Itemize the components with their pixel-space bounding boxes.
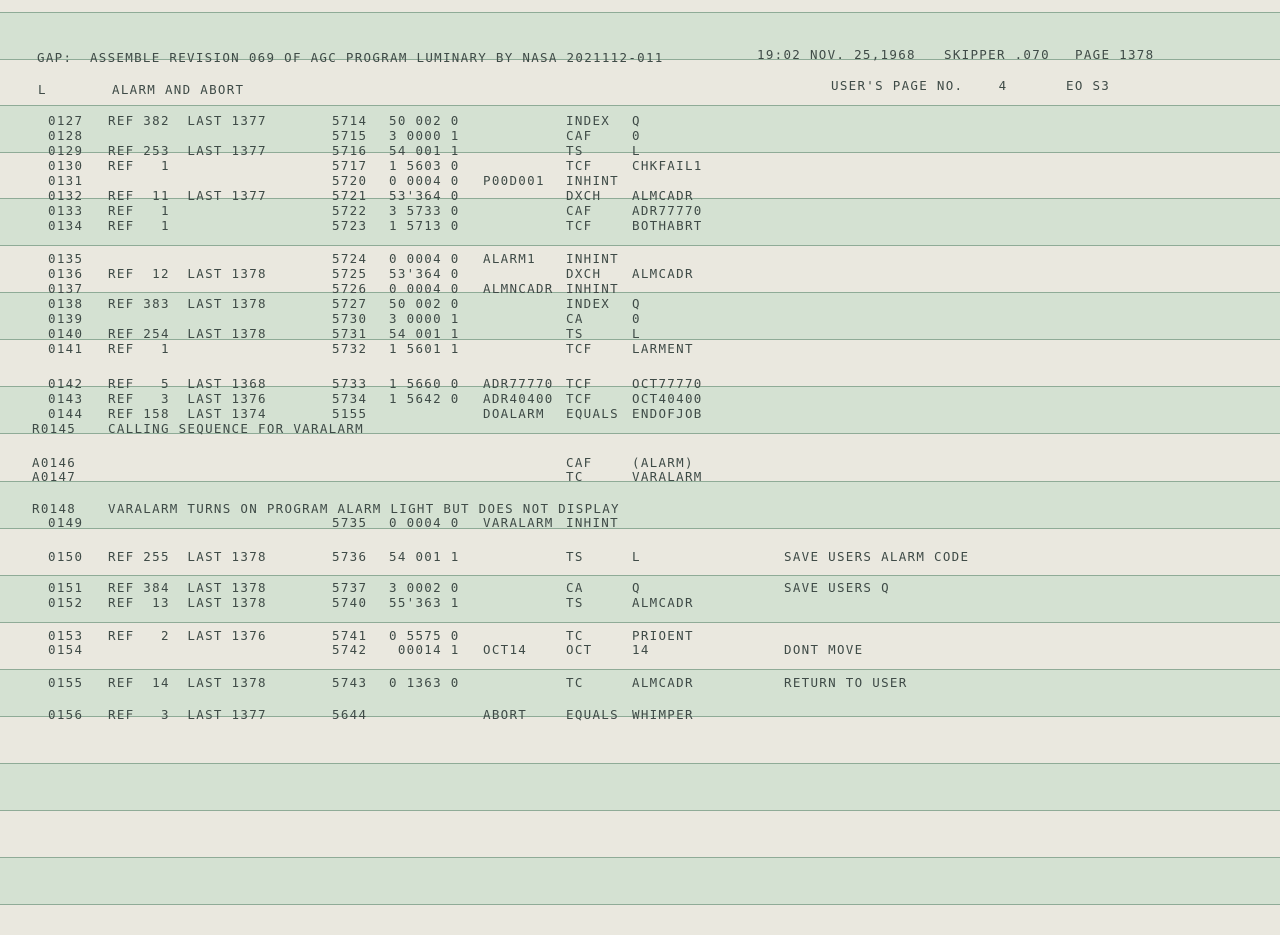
code-word: 3 0002 0 <box>389 580 460 595</box>
address: 5722 <box>332 203 368 218</box>
stripe-rule <box>0 857 1280 858</box>
listing-timestamp: 19:02 NOV. 25,1968 <box>757 47 916 62</box>
code-word: 3 0000 1 <box>389 311 460 326</box>
address: 5714 <box>332 113 368 128</box>
operand: OCT77770 <box>632 376 703 391</box>
source-label: ADR40400 <box>483 391 554 406</box>
code-word: 0 5575 0 <box>389 628 460 643</box>
opcode: CAF <box>566 203 593 218</box>
line-number: A0147 <box>32 469 77 484</box>
opcode: OCT <box>566 642 593 657</box>
operand: CHKFAIL1 <box>632 158 703 173</box>
opcode: TS <box>566 595 584 610</box>
line-number: 0151 <box>48 580 84 595</box>
line-number: 0140 <box>48 326 84 341</box>
code-word: 0 0004 0 <box>389 281 460 296</box>
line-number: 0154 <box>48 642 84 657</box>
stripe-rule <box>0 105 1280 106</box>
xref: REF 383 LAST 1378 <box>108 296 267 311</box>
code-word: 54 001 1 <box>389 143 460 158</box>
operand: ALMCADR <box>632 188 694 203</box>
code-word: 0 0004 0 <box>389 173 460 188</box>
operand: WHIMPER <box>632 707 694 722</box>
xref: REF 3 LAST 1377 <box>108 707 267 722</box>
line-number: 0155 <box>48 675 84 690</box>
line-number: 0134 <box>48 218 84 233</box>
users-page-number: USER'S PAGE NO. 4 <box>831 78 1008 93</box>
line-number: 0153 <box>48 628 84 643</box>
source-label: OCT14 <box>483 642 528 657</box>
opcode: DXCH <box>566 188 602 203</box>
operand: L <box>632 326 641 341</box>
address: 5716 <box>332 143 368 158</box>
code-word: 0 0004 0 <box>389 251 460 266</box>
xref: REF 12 LAST 1378 <box>108 266 267 281</box>
comment: RETURN TO USER <box>784 675 908 690</box>
stripe-rule <box>0 904 1280 905</box>
line-number: 0138 <box>48 296 84 311</box>
address: 5723 <box>332 218 368 233</box>
xref: REF 11 LAST 1377 <box>108 188 267 203</box>
xref: REF 384 LAST 1378 <box>108 580 267 595</box>
address: 5730 <box>332 311 368 326</box>
xref: REF 1 <box>108 203 170 218</box>
xref: VARALARM TURNS ON PROGRAM ALARM LIGHT BUT DOES NOT DISPLAY <box>108 501 620 516</box>
opcode: INHINT <box>566 515 619 530</box>
opcode: TC <box>566 628 584 643</box>
xref: REF 1 <box>108 218 170 233</box>
operand: L <box>632 143 641 158</box>
opcode: TCF <box>566 391 593 406</box>
code-word: 0 1363 0 <box>389 675 460 690</box>
operand: ALMCADR <box>632 595 694 610</box>
line-number: 0142 <box>48 376 84 391</box>
address: 5733 <box>332 376 368 391</box>
opcode: TC <box>566 675 584 690</box>
code-word: 55'363 1 <box>389 595 460 610</box>
address: 5741 <box>332 628 368 643</box>
operand: PRIOENT <box>632 628 694 643</box>
code-word: 3 0000 1 <box>389 128 460 143</box>
line-number: 0156 <box>48 707 84 722</box>
source-label: DOALARM <box>483 406 545 421</box>
line-number: 0127 <box>48 113 84 128</box>
line-number: 0136 <box>48 266 84 281</box>
stripe-rule <box>0 575 1280 576</box>
operand: VARALARM <box>632 469 703 484</box>
address: 5737 <box>332 580 368 595</box>
address: 5734 <box>332 391 368 406</box>
line-number: 0150 <box>48 549 84 564</box>
operand: Q <box>632 580 641 595</box>
opcode: INDEX <box>566 113 611 128</box>
xref: CALLING SEQUENCE FOR VARALARM <box>108 421 364 436</box>
code-word: 0 0004 0 <box>389 515 460 530</box>
stripe-rule <box>0 245 1280 246</box>
address: 5742 <box>332 642 368 657</box>
opcode: EQUALS <box>566 707 619 722</box>
xref: REF 2 LAST 1376 <box>108 628 267 643</box>
operand: 0 <box>632 311 641 326</box>
line-number: 0152 <box>48 595 84 610</box>
log-section-marker: L <box>38 82 47 97</box>
line-number: 0135 <box>48 251 84 266</box>
address: 5726 <box>332 281 368 296</box>
code-word: 50 002 0 <box>389 113 460 128</box>
xref: REF 253 LAST 1377 <box>108 143 267 158</box>
address: 5155 <box>332 406 368 421</box>
eo-label: EO S3 <box>1066 78 1111 93</box>
address: 5720 <box>332 173 368 188</box>
source-label: ABORT <box>483 707 528 722</box>
line-number: 0128 <box>48 128 84 143</box>
address: 5731 <box>332 326 368 341</box>
line-number: 0131 <box>48 173 84 188</box>
address: 5736 <box>332 549 368 564</box>
operand: ENDOFJOB <box>632 406 703 421</box>
line-number: 0143 <box>48 391 84 406</box>
line-number: 0149 <box>48 515 84 530</box>
operand: ADR77770 <box>632 203 703 218</box>
operand: Q <box>632 113 641 128</box>
paper-stripe <box>0 904 1280 935</box>
line-number: 0141 <box>48 341 84 356</box>
code-word: 53'364 0 <box>389 188 460 203</box>
line-number: 0133 <box>48 203 84 218</box>
address: 5725 <box>332 266 368 281</box>
line-number: R0145 <box>32 421 77 436</box>
line-number: 0129 <box>48 143 84 158</box>
line-number: 0144 <box>48 406 84 421</box>
page-number: PAGE 1378 <box>1075 47 1155 62</box>
opcode: TS <box>566 549 584 564</box>
stripe-rule <box>0 669 1280 670</box>
address: 5735 <box>332 515 368 530</box>
operand: ALMCADR <box>632 675 694 690</box>
opcode: TC <box>566 469 584 484</box>
stripe-rule <box>0 292 1280 293</box>
comment: SAVE USERS Q <box>784 580 890 595</box>
xref: REF 254 LAST 1378 <box>108 326 267 341</box>
opcode: INDEX <box>566 296 611 311</box>
code-word: 50 002 0 <box>389 296 460 311</box>
address: 5715 <box>332 128 368 143</box>
xref: REF 5 LAST 1368 <box>108 376 267 391</box>
address: 5644 <box>332 707 368 722</box>
xref: REF 14 LAST 1378 <box>108 675 267 690</box>
address: 5717 <box>332 158 368 173</box>
skipper-label: SKIPPER .070 <box>944 47 1050 62</box>
address: 5724 <box>332 251 368 266</box>
xref: REF 158 LAST 1374 <box>108 406 267 421</box>
opcode: TS <box>566 143 584 158</box>
operand: L <box>632 549 641 564</box>
stripe-rule <box>0 12 1280 13</box>
operand: 0 <box>632 128 641 143</box>
operand: 14 <box>632 642 650 657</box>
operand: LARMENT <box>632 341 694 356</box>
source-label: VARALARM <box>483 515 554 530</box>
line-number: 0137 <box>48 281 84 296</box>
opcode: CA <box>566 311 584 326</box>
opcode: TCF <box>566 158 593 173</box>
opcode: CAF <box>566 128 593 143</box>
code-word: 54 001 1 <box>389 549 460 564</box>
operand: ALMCADR <box>632 266 694 281</box>
xref: REF 1 <box>108 341 170 356</box>
opcode: CA <box>566 580 584 595</box>
comment: SAVE USERS ALARM CODE <box>784 549 970 564</box>
comment: DONT MOVE <box>784 642 864 657</box>
xref: REF 255 LAST 1378 <box>108 549 267 564</box>
xref: REF 1 <box>108 158 170 173</box>
operand: BOTHABRT <box>632 218 703 233</box>
stripe-rule <box>0 810 1280 811</box>
address: 5743 <box>332 675 368 690</box>
code-word: 1 5601 1 <box>389 341 460 356</box>
code-word: 1 5713 0 <box>389 218 460 233</box>
paper-stripe <box>0 0 1280 12</box>
code-word: 00014 1 <box>389 642 460 657</box>
stripe-rule <box>0 763 1280 764</box>
xref: REF 3 LAST 1376 <box>108 391 267 406</box>
xref: REF 382 LAST 1377 <box>108 113 267 128</box>
opcode: DXCH <box>566 266 602 281</box>
xref: REF 13 LAST 1378 <box>108 595 267 610</box>
stripe-rule <box>0 622 1280 623</box>
operand: (ALARM) <box>632 455 694 470</box>
code-word: 3 5733 0 <box>389 203 460 218</box>
opcode: TS <box>566 326 584 341</box>
address: 5721 <box>332 188 368 203</box>
line-number: A0146 <box>32 455 77 470</box>
paper-stripe <box>0 763 1280 810</box>
opcode: TCF <box>566 376 593 391</box>
line-number: 0130 <box>48 158 84 173</box>
code-word: 1 5642 0 <box>389 391 460 406</box>
code-word: 53'364 0 <box>389 266 460 281</box>
paper-stripe <box>0 857 1280 904</box>
address: 5727 <box>332 296 368 311</box>
opcode: TCF <box>566 341 593 356</box>
line-number: 0139 <box>48 311 84 326</box>
stripe-rule <box>0 528 1280 529</box>
code-word: 1 5660 0 <box>389 376 460 391</box>
line-number: R0148 <box>32 501 77 516</box>
opcode: EQUALS <box>566 406 619 421</box>
operand: OCT40400 <box>632 391 703 406</box>
code-word: 1 5603 0 <box>389 158 460 173</box>
opcode: INHINT <box>566 251 619 266</box>
listing-title: GAP: ASSEMBLE REVISION 069 OF AGC PROGRAM LUMINARY BY NASA 2021112-011 <box>37 50 664 65</box>
source-label: ALMNCADR <box>483 281 554 296</box>
log-section-title: ALARM AND ABORT <box>112 82 245 97</box>
source-label: ADR77770 <box>483 376 554 391</box>
source-label: P00D001 <box>483 173 545 188</box>
paper-stripe <box>0 716 1280 763</box>
address: 5740 <box>332 595 368 610</box>
opcode: INHINT <box>566 281 619 296</box>
code-word: 54 001 1 <box>389 326 460 341</box>
opcode: TCF <box>566 218 593 233</box>
paper-stripe <box>0 810 1280 857</box>
opcode: INHINT <box>566 173 619 188</box>
address: 5732 <box>332 341 368 356</box>
opcode: CAF <box>566 455 593 470</box>
line-number: 0132 <box>48 188 84 203</box>
operand: Q <box>632 296 641 311</box>
source-label: ALARM1 <box>483 251 536 266</box>
